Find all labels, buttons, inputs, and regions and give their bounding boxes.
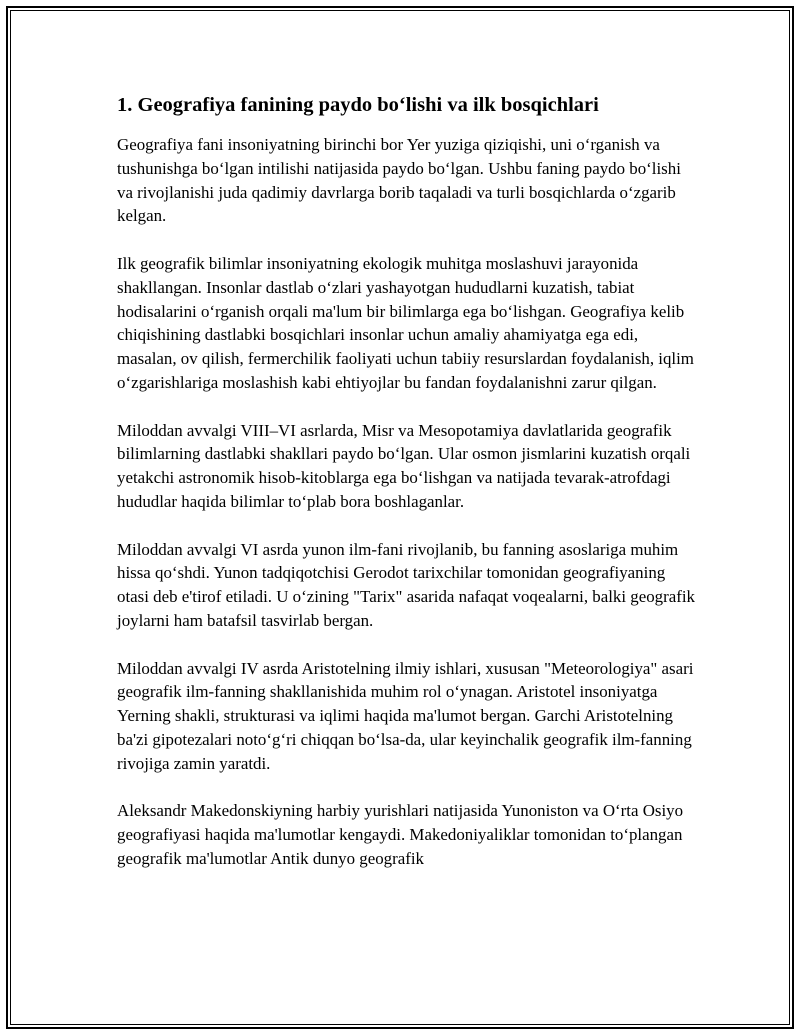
document-body bbox=[117, 90, 697, 895]
paragraph-4: Miloddan avvalgi VI asrda yunon ilm-fani rivojlanib, bu fanning asoslariga muhim hissa qo‘shdi. Yunon tadqiqotchisi Gerodot tarixchilar tomonidan geografiyaning otasi deb e'tirof etiladi. U o‘zining "Tarix" asarida nafaqat voqealarni, balki geografik joylarni ham batafsil tasvirlab bergan. bbox=[117, 539, 695, 630]
paragraph-5: Miloddan avvalgi IV asrda Aristotelning ilmiy ishlari, xususan "Meteorologiya" asari geografik ilm-fanning shakllanishida muhim rol o‘ynagan. Aristotel insoniyatga Yerning shakli, strukturasi va iqlimi haqida ma'lumot bergan. Garchi Aristotelning ba'zi gipotezalari noto‘g‘ri chiqqan bo‘lsa-da, ular keyinchalik geografik ilm-fanning rivojiga zamin yaratdi. bbox=[117, 658, 694, 773]
paragraph-1: Geografiya fani insoniyatning birinchi bor Yer yuziga qiziqishi, uni o‘rganish va tushunishga bo‘lgan intilishi natijasida paydo bo‘lgan. Ushbu faning paydo bo‘lishi va rivojlanishi juda qadimiy davrlarga borib taqaladi va turli bosqichlarda o‘zgarib kelgan. bbox=[117, 135, 681, 226]
paragraph-6: Aleksandr Makedonskiyning harbiy yurishlari natijasida Yunoniston va O‘rta Osiyo geografiyasi haqida ma'lumotlar kengaydi. Makedoniyaliklar tomonidan to‘plangan geografik ma'lumotlar Antik dunyo geografik bbox=[117, 801, 684, 868]
section-heading: 1. Geografiya fanining paydo bo‘lishi va ilk bosqichlari bbox=[117, 94, 599, 116]
paragraph-3: Miloddan avvalgi VIII–VI asrlarda, Misr va Mesopotamiya davlatlarida geografik bilimlarning dastlabki shakllari paydo bo‘lgan. Ular osmon jismlarini kuzatish orqali yetakchi astronomik hisob-kitoblarga ega bo‘lishgan va natijada tevarak-atrofdagi hududlar haqida bilimlar to‘plab bora boshlaganlar. bbox=[117, 420, 691, 511]
paragraph-2: Ilk geografik bilimlar insoniyatning ekologik muhitga moslashuvi jarayonida shakllangan. Insonlar dastlab o‘zlari yashayotgan hududlarni kuzatish, tabiat hodisalarini o‘rganish orqali ma'lum bir bilimlarga ega bo‘lishgan. Geografiya kelib chiqishining dastlabki bosqichlari insonlar uchun amaliy ahamiyatga ega edi, masalan, ov qilish, fermerchilik faoliyati uchun tabiiy resurslardan foydalanish, iqlim o‘zgarishlariga moslashish kabi ehtiyojlar bu fandan foydalanishni zarur qilgan. bbox=[117, 253, 694, 392]
